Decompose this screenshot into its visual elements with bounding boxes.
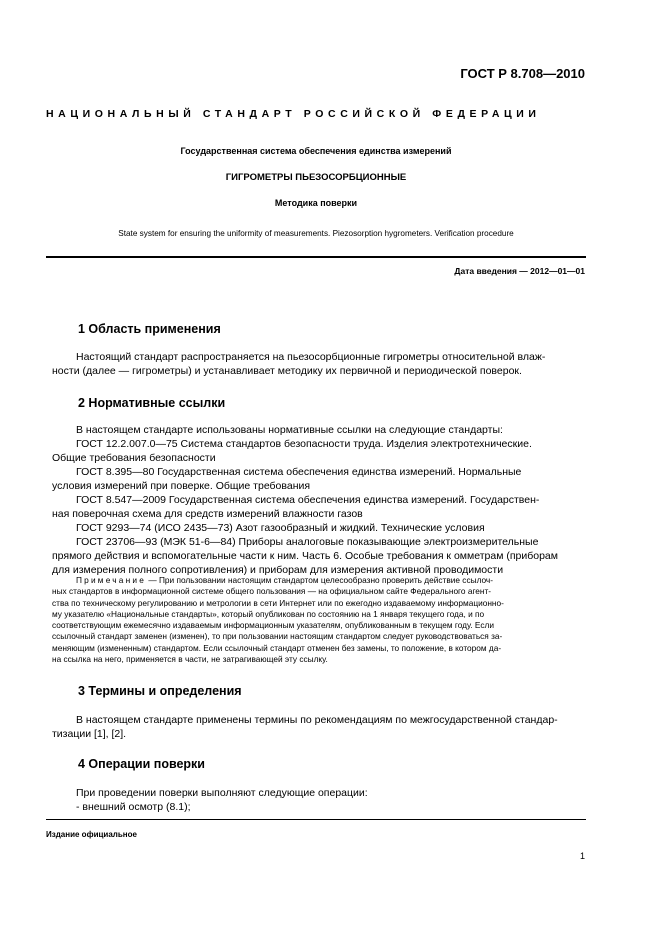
references-intro: В настоящем стандарте использованы нормативные ссылки на следующие стандарты:	[76, 424, 503, 436]
reference-item: ГОСТ 8.547—2009 Государственная система обеспечения единства измерений. Государствен-	[76, 494, 540, 506]
section-4-line: При проведении поверки выполняют следующие операции:	[76, 787, 368, 799]
section-3-line: тизации [1], [2].	[52, 728, 127, 740]
section-4-text	[52, 786, 586, 814]
footer-divider	[46, 819, 586, 820]
title-system: Государственная система обеспечения единства измерений	[180, 146, 452, 156]
section-2-references	[52, 423, 586, 577]
introduction-date: Дата введения — 2012—01—01	[454, 266, 585, 276]
standard-code: ГОСТ Р 8.708—2010	[460, 66, 585, 81]
section-3-line: В настоящем стандарте применены термины по рекомендациям по межгосударственной стандар-	[76, 714, 558, 726]
national-standard-banner: НАЦИОНАЛЬНЫЙ СТАНДАРТ РОССИЙСКОЙ ФЕДЕРАЦИИ	[46, 108, 541, 120]
section-4-heading: 4 Операции поверки	[78, 757, 205, 771]
reference-item: ГОСТ 12.2.007.0—75 Система стандартов безопасности труда. Изделия электротехнические.	[76, 438, 532, 450]
reference-item: Общие требования безопасности	[52, 452, 216, 464]
reference-item: ная поверочная схема для средств измерений влажности газов	[52, 508, 363, 520]
note-line: — При пользовании настоящим стандартом целесообразно проверить действие ссылоч-	[148, 575, 494, 585]
reference-item: для измерения полного сопротивления) и приборам для измерения активной проводимости	[52, 564, 504, 576]
note-line: ссылочный стандарт заменен (изменен), то при пользовании настоящим стандартом следует руководствоваться за-	[52, 631, 503, 642]
section-1-heading: 1 Область применения	[78, 322, 221, 336]
section-3-heading: 3 Термины и определения	[78, 684, 242, 698]
section-2-heading: 2 Нормативные ссылки	[78, 396, 226, 410]
section-1-text	[52, 350, 586, 378]
note-line: ства по техническому регулированию и метрологии в сети Интернет или по ежегодно издаваемому информационно-	[52, 597, 504, 608]
note-line: на ссылка на него, применяется в части, не затрагивающей эту ссылку.	[52, 654, 328, 665]
reference-item: прямого действия и вспомогательные части к ним. Часть 6. Особые требования к омметрам (приборам	[52, 550, 558, 562]
note-label: Примечание	[76, 575, 147, 585]
section-3-text	[52, 713, 586, 741]
title-english: State system for ensuring the uniformity of measurements. Piezosorption hygrometers. Verification procedure	[118, 229, 514, 238]
note-line: ных стандартов в информационной системе общего пользования — на официальном сайте Федерального агент-	[52, 586, 492, 597]
section-1-line: ности (далее — гигрометры) и устанавливает методику их первичной и периодической поверок.	[52, 365, 522, 377]
section-1-line: Настоящий стандарт распространяется на пьезосорбционные гигрометры относительной влаж-	[76, 351, 546, 363]
reference-item: условия измерений при поверке. Общие требования	[52, 480, 311, 492]
note-line: соответствующим ежемесячно издаваемым информационным указателям, опубликованным в текущем году. Если	[52, 620, 494, 631]
operation-item: - внешний осмотр (8.1);	[76, 801, 191, 813]
title-method: Методика поверки	[274, 198, 358, 208]
title-subject: ГИГРОМЕТРЫ ПЬЕЗОСОРБЦИОННЫЕ	[225, 172, 407, 183]
section-2-note	[52, 575, 586, 665]
official-edition-label: Издание официальное	[46, 830, 137, 839]
page-number: 1	[579, 851, 585, 861]
note-line: меняющим (измененным) стандартом. Если ссылочный стандарт отменен без замены, то положение, в котором да-	[52, 642, 502, 653]
note-line: му указателю «Национальные стандарты», который опубликован по состоянию на 1 января текущего года, и по	[52, 608, 485, 619]
reference-item: ГОСТ 23706—93 (МЭК 51-6—84) Приборы аналоговые показывающие электроизмерительные	[76, 536, 539, 548]
reference-item: ГОСТ 9293—74 (ИСО 2435—73) Азот газообразный и жидкий. Технические условия	[76, 522, 485, 534]
reference-item: ГОСТ 8.395—80 Государственная система обеспечения единства измерений. Нормальные	[76, 466, 522, 478]
title-divider	[46, 256, 586, 258]
